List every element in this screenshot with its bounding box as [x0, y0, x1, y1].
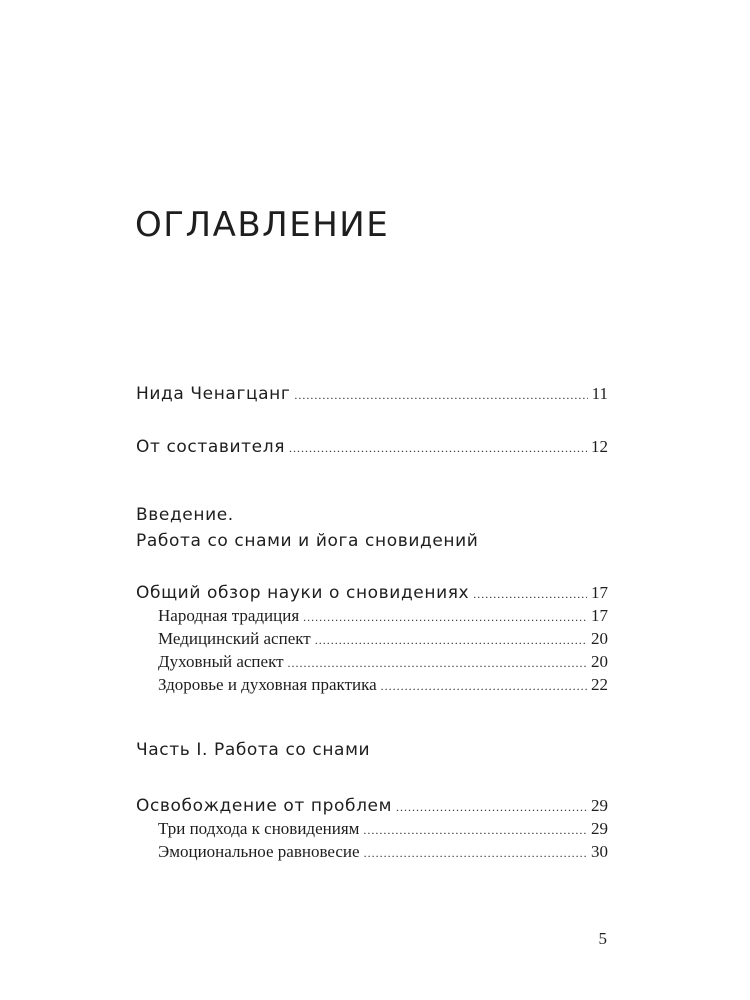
toc-entry-page: 12: [591, 437, 608, 456]
toc-entry-label: Общий обзор науки о сновидениях: [136, 583, 470, 603]
dot-leader: [381, 677, 587, 695]
toc-subentry-label: Три подхода к сновидениям: [158, 819, 360, 838]
page-number: 5: [598, 929, 607, 948]
page-title: ОГЛАВЛЕНИЕ: [135, 205, 390, 245]
toc-subentry-label: Здоровье и духовная практика: [158, 675, 377, 694]
toc-entry[interactable]: [136, 384, 608, 404]
toc-entry-label: Освобождение от проблем: [136, 796, 393, 816]
toc-subentry[interactable]: [158, 842, 608, 862]
dot-leader: [473, 585, 587, 603]
dot-leader: [363, 821, 587, 839]
toc-entry[interactable]: [136, 583, 608, 603]
part-heading[interactable]: Часть I. Работа со снами: [136, 740, 371, 760]
toc-subentry[interactable]: [158, 652, 608, 672]
toc-entry[interactable]: [136, 437, 608, 457]
toc-entry-page: 29: [591, 796, 608, 815]
intro-heading-line2: Работа со снами и йога сновидений: [136, 531, 479, 552]
toc-subentry[interactable]: [158, 675, 608, 695]
intro-heading[interactable]: [136, 505, 478, 552]
toc-entry-page: 11: [591, 384, 608, 403]
toc-subentry-label: Народная традиция: [158, 606, 300, 625]
dot-leader: [396, 798, 587, 816]
toc-subentry-label: Духовный аспект: [158, 652, 284, 671]
toc-subentry[interactable]: [158, 629, 608, 649]
intro-heading-line1: Введение.: [136, 505, 234, 525]
toc-subentry-label: Медицинский аспект: [158, 629, 311, 648]
toc-subentry-page: 17: [591, 606, 608, 625]
toc-subentry-page: 20: [591, 629, 608, 648]
toc-subentry-page: 30: [591, 842, 608, 861]
toc-subentry-page: 22: [591, 675, 608, 694]
dot-leader: [364, 844, 587, 862]
dot-leader: [288, 654, 587, 672]
toc-subentry[interactable]: [158, 606, 608, 626]
dot-leader: [303, 608, 587, 626]
toc-entry-label: От составителя: [136, 437, 286, 457]
toc-entry-label: Нида Ченагцанг: [136, 384, 291, 404]
dot-leader: [289, 439, 587, 457]
toc-subentry-page: 20: [591, 652, 608, 671]
toc-entry[interactable]: [136, 796, 608, 816]
dot-leader: [315, 631, 587, 649]
toc-subentry-page: 29: [591, 819, 608, 838]
toc-subentry[interactable]: [158, 819, 608, 839]
toc-entry-page: 17: [591, 583, 608, 602]
toc-subentry-label: Эмоциональное равновесие: [158, 842, 360, 861]
dot-leader: [294, 386, 587, 404]
